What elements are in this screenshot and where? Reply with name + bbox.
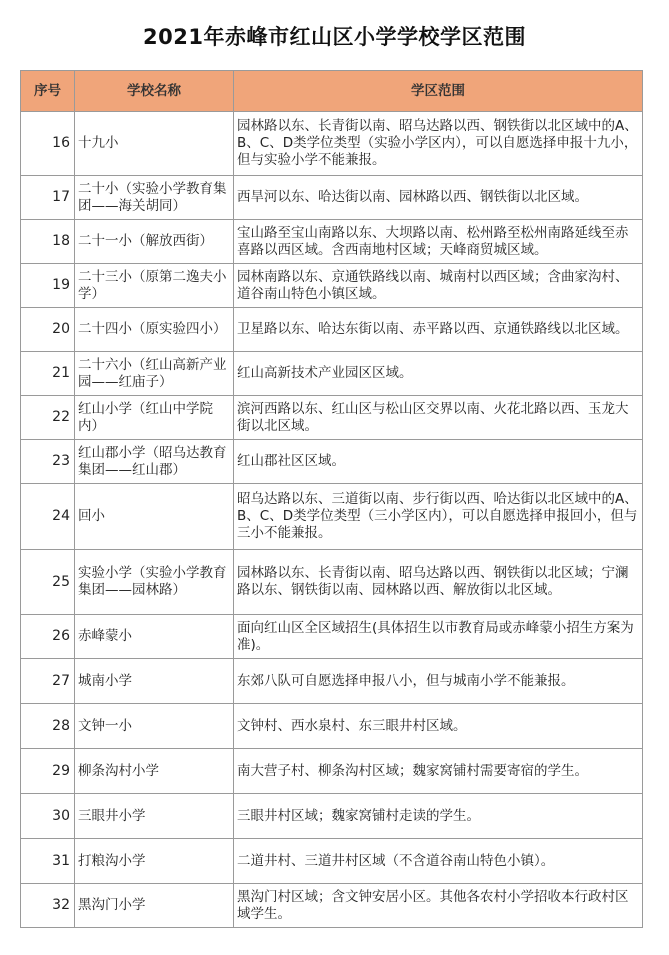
header-range: 学区范围 bbox=[234, 71, 643, 112]
row-school-name: 回小 bbox=[75, 484, 234, 550]
header-name: 学校名称 bbox=[75, 71, 234, 112]
row-school-name: 红山郡小学（昭乌达教育集团——红山郡） bbox=[75, 440, 234, 484]
table-row bbox=[21, 308, 643, 352]
row-district-range: 滨河西路以东、红山区与松山区交界以南、火花北路以西、玉龙大街以北区域。 bbox=[234, 396, 643, 440]
table-row bbox=[21, 704, 643, 749]
row-school-name: 二十一小（解放西街） bbox=[75, 220, 234, 264]
row-num: 18 bbox=[21, 220, 75, 264]
row-num: 17 bbox=[21, 176, 75, 220]
table-row bbox=[21, 794, 643, 839]
row-district-range: 园林路以东、长青街以南、昭乌达路以西、钢铁街以北区域；宁澜路以东、钢铁街以南、园林路以西、解放街以北区域。 bbox=[234, 550, 643, 615]
row-school-name: 二十小（实验小学教育集团——海关胡同） bbox=[75, 176, 234, 220]
row-district-range: 红山高新技术产业园区区域。 bbox=[234, 352, 643, 396]
table-row bbox=[21, 264, 643, 308]
table-row bbox=[21, 352, 643, 396]
row-num: 19 bbox=[21, 264, 75, 308]
row-num: 20 bbox=[21, 308, 75, 352]
row-num: 29 bbox=[21, 749, 75, 794]
row-num: 22 bbox=[21, 396, 75, 440]
row-num: 26 bbox=[21, 615, 75, 659]
table-row bbox=[21, 484, 643, 550]
row-school-name: 二十四小（原实验四小） bbox=[75, 308, 234, 352]
row-district-range: 昭乌达路以东、三道街以南、步行街以西、哈达街以北区域中的A、B、C、D类学位类型（三小学区内），可以自愿选择申报回小，但与三小不能兼报。 bbox=[234, 484, 643, 550]
table-row bbox=[21, 176, 643, 220]
table-row bbox=[21, 615, 643, 659]
table-row bbox=[21, 396, 643, 440]
row-district-range: 东郊八队可自愿选择申报八小，但与城南小学不能兼报。 bbox=[234, 659, 643, 704]
row-district-range: 卫星路以东、哈达东街以南、赤平路以西、京通铁路线以北区域。 bbox=[234, 308, 643, 352]
table-row bbox=[21, 112, 643, 176]
row-num: 32 bbox=[21, 884, 75, 928]
row-school-name: 文钟一小 bbox=[75, 704, 234, 749]
table-row bbox=[21, 884, 643, 928]
row-school-name: 红山小学（红山中学院内） bbox=[75, 396, 234, 440]
row-num: 27 bbox=[21, 659, 75, 704]
row-num: 25 bbox=[21, 550, 75, 615]
header-num: 序号 bbox=[21, 71, 75, 112]
row-school-name: 二十六小（红山高新产业园——红庙子） bbox=[75, 352, 234, 396]
row-school-name: 实验小学（实验小学教育集团——园林路） bbox=[75, 550, 234, 615]
table-row bbox=[21, 220, 643, 264]
row-district-range: 面向红山区全区域招生(具体招生以市教育局或赤峰蒙小招生方案为准)。 bbox=[234, 615, 643, 659]
row-num: 28 bbox=[21, 704, 75, 749]
row-num: 31 bbox=[21, 839, 75, 884]
row-district-range: 黑沟门村区域；含文钟安居小区。其他各农村小学招收本行政村区域学生。 bbox=[234, 884, 643, 928]
row-district-range: 园林南路以东、京通铁路线以南、城南村以西区域；含曲家沟村、道谷南山特色小镇区域。 bbox=[234, 264, 643, 308]
row-district-range: 文钟村、西水泉村、东三眼井村区域。 bbox=[234, 704, 643, 749]
row-num: 23 bbox=[21, 440, 75, 484]
table-row bbox=[21, 659, 643, 704]
row-num: 16 bbox=[21, 112, 75, 176]
page-title: 2021年赤峰市红山区小学学校学区范围 bbox=[143, 25, 526, 49]
row-district-range: 南大营子村、柳条沟村区域；魏家窝铺村需要寄宿的学生。 bbox=[234, 749, 643, 794]
row-num: 24 bbox=[21, 484, 75, 550]
table-row bbox=[21, 839, 643, 884]
row-school-name: 十九小 bbox=[75, 112, 234, 176]
row-district-range: 三眼井村区域；魏家窝铺村走读的学生。 bbox=[234, 794, 643, 839]
row-district-range: 西旱河以东、哈达街以南、园林路以西、钢铁街以北区域。 bbox=[234, 176, 643, 220]
table-row bbox=[21, 440, 643, 484]
table-row bbox=[21, 550, 643, 615]
row-school-name: 打粮沟小学 bbox=[75, 839, 234, 884]
row-school-name: 二十三小（原第二逸夫小学） bbox=[75, 264, 234, 308]
table-header-row bbox=[21, 71, 643, 112]
row-num: 21 bbox=[21, 352, 75, 396]
school-district-table bbox=[20, 70, 643, 928]
row-school-name: 黑沟门小学 bbox=[75, 884, 234, 928]
row-school-name: 城南小学 bbox=[75, 659, 234, 704]
table-row bbox=[21, 749, 643, 794]
row-school-name: 柳条沟村小学 bbox=[75, 749, 234, 794]
row-district-range: 宝山路至宝山南路以东、大坝路以南、松州路至松州南路延线至赤喜路以西区域。含西南地村区域；天峰商贸城区域。 bbox=[234, 220, 643, 264]
row-school-name: 赤峰蒙小 bbox=[75, 615, 234, 659]
row-school-name: 三眼井小学 bbox=[75, 794, 234, 839]
row-district-range: 红山郡社区区域。 bbox=[234, 440, 643, 484]
row-district-range: 二道井村、三道井村区域（不含道谷南山特色小镇）。 bbox=[234, 839, 643, 884]
row-num: 30 bbox=[21, 794, 75, 839]
row-district-range: 园林路以东、长青街以南、昭乌达路以西、钢铁街以北区域中的A、B、C、D类学位类型（实验小学区内），可以自愿选择申报十九小，但与实验小学不能兼报。 bbox=[234, 112, 643, 176]
